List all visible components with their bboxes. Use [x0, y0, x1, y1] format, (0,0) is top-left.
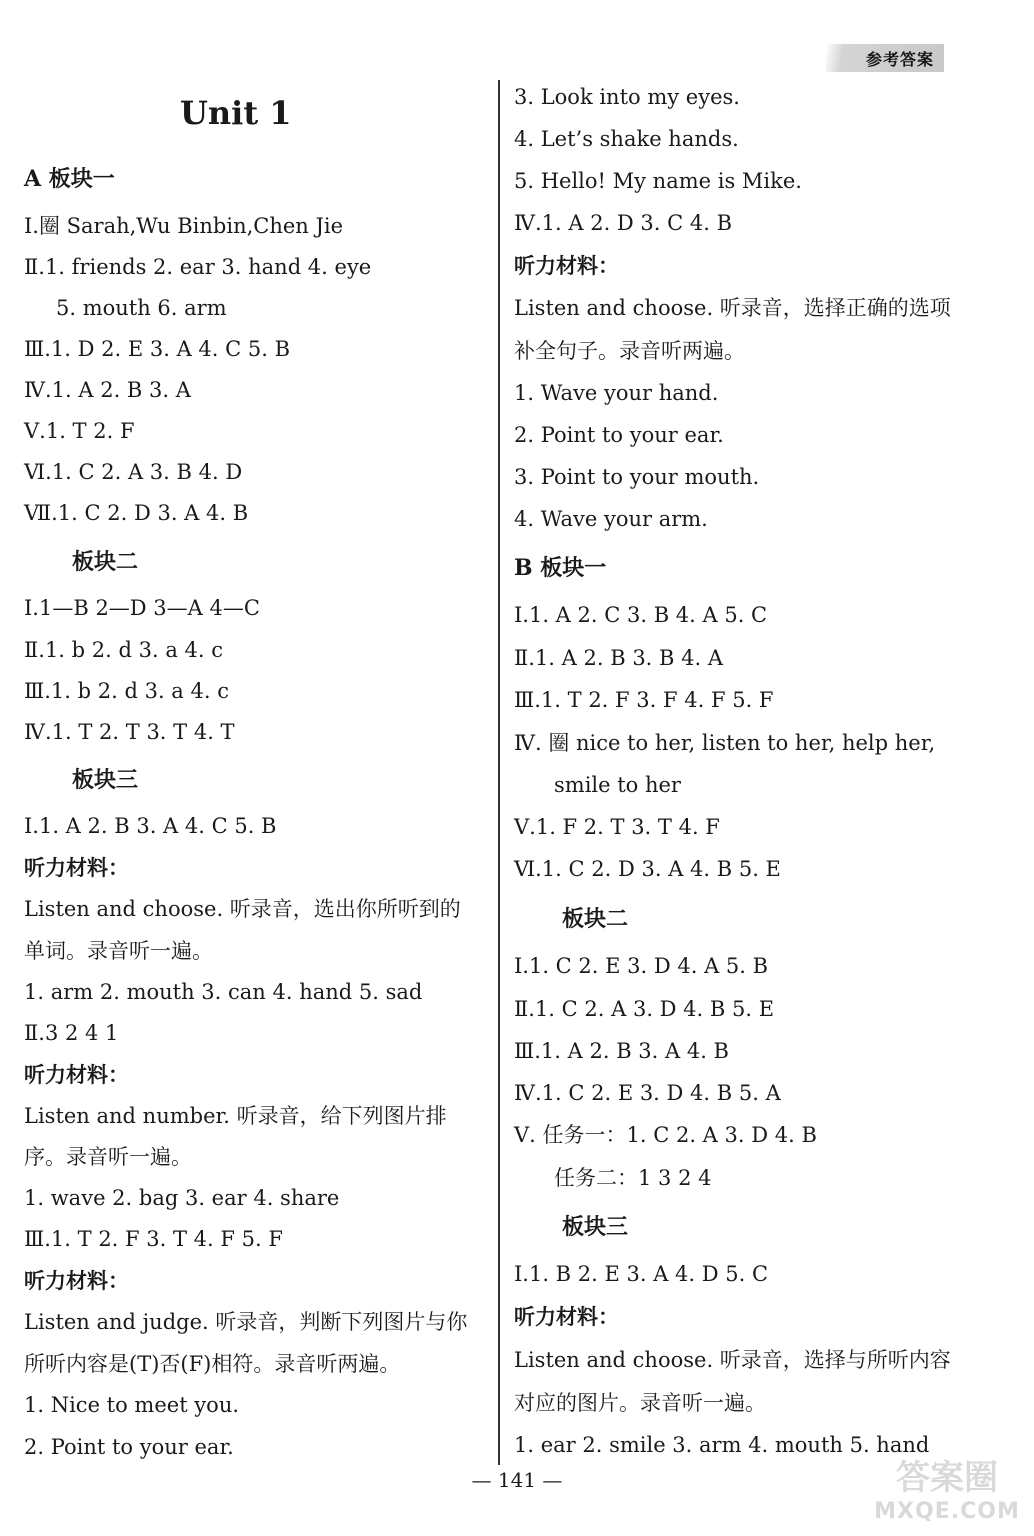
section-heading: 板块三 [562, 1214, 629, 1240]
answer-line: 1. Wave your hand. [514, 381, 719, 405]
listening-material-label: 听力材料： [514, 253, 619, 278]
answer-line: Ⅰ.1. A 2. C 3. B 4. A 5. C [514, 603, 768, 627]
answer-line: 所听内容是(T)否(F)相符。录音听两遍。 [24, 1352, 401, 1376]
answer-line: Ⅱ.1. friends 2. ear 3. hand 4. eye [24, 255, 372, 279]
answer-line: Ⅳ.1. T 2. T 3. T 4. T [24, 720, 235, 744]
answer-line: 5. mouth 6. arm [56, 296, 227, 320]
answer-line: Ⅰ.1. C 2. E 3. D 4. A 5. B [514, 954, 769, 978]
answer-line: Ⅱ.1. b 2. d 3. a 4. c [24, 638, 223, 662]
answer-line: Ⅵ.1. C 2. D 3. A 4. B 5. E [514, 857, 781, 881]
section-heading: 板块二 [72, 549, 139, 575]
answer-line: Listen and choose. 听录音，选择与所听内容 [514, 1348, 951, 1372]
answer-line: smile to her [554, 773, 681, 797]
answer-line: 2. Point to your ear. [514, 423, 724, 447]
answer-line: 3. Look into my eyes. [514, 85, 740, 109]
answer-line: 4. Wave your arm. [514, 507, 708, 531]
answer-line: 补全句子。录音听两遍。 [514, 339, 745, 363]
answer-line: Ⅴ.1. F 2. T 3. T 4. F [514, 815, 720, 839]
answer-line: Ⅲ.1. A 2. B 3. A 4. B [514, 1039, 729, 1063]
answer-line: Ⅰ.圈 Sarah,Wu Binbin,Chen Jie [24, 214, 344, 238]
answer-line: Ⅴ.1. T 2. F [24, 419, 135, 443]
answer-line: 3. Point to your mouth. [514, 465, 760, 489]
answer-line: 5. Hello! My name is Mike. [514, 169, 802, 193]
watermark-text: 答案圈 [896, 1458, 998, 1498]
answer-line: Ⅰ.1—B 2—D 3—A 4—C [24, 596, 260, 620]
column-divider [498, 80, 500, 1465]
answer-line: Listen and choose. 听录音，选择正确的选项 [514, 296, 951, 320]
answer-line: Ⅰ.1. B 2. E 3. A 4. D 5. C [514, 1262, 769, 1286]
listening-material-label: 听力材料： [24, 1062, 129, 1087]
answer-line: 任务二：1 3 2 4 [554, 1166, 712, 1190]
answer-line: Ⅳ.1. C 2. E 3. D 4. B 5. A [514, 1081, 781, 1105]
section-heading: 板块二 [562, 906, 629, 932]
answer-line: Ⅳ.1. A 2. D 3. C 4. B [514, 211, 733, 235]
answer-line: Ⅱ.3 2 4 1 [24, 1021, 119, 1045]
answer-line: 单词。录音听一遍。 [24, 939, 213, 963]
section-heading: A 板块一 [24, 166, 115, 192]
answer-line: Ⅳ.1. A 2. B 3. A [24, 378, 191, 402]
watermark-logo [872, 1450, 1022, 1530]
answer-line: Ⅳ. 圈 nice to her, listen to her, help her, [514, 731, 936, 755]
answer-line: Listen and number. 听录音，给下列图片排 [24, 1104, 447, 1128]
answer-line: 1. ear 2. smile 3. arm 4. mouth 5. hand [514, 1433, 930, 1457]
answer-line: Ⅱ.1. C 2. A 3. D 4. B 5. E [514, 997, 775, 1021]
listening-material-label: 听力材料： [514, 1304, 619, 1329]
answer-line: 对应的图片。录音听一遍。 [514, 1391, 766, 1415]
answer-line: Ⅲ.1. T 2. F 3. F 4. F 5. F [514, 688, 774, 712]
answer-line: Ⅱ.1. A 2. B 3. B 4. A [514, 646, 724, 670]
answer-line: Ⅴ. 任务一：1. C 2. A 3. D 4. B [514, 1123, 817, 1147]
answer-line: 2. Point to your ear. [24, 1435, 234, 1459]
section-heading: B 板块一 [514, 555, 607, 581]
answer-line: Ⅰ.1. A 2. B 3. A 4. C 5. B [24, 814, 277, 838]
answer-line: Listen and choose. 听录音，选出你所听到的 [24, 897, 461, 921]
answer-line: Ⅲ.1. b 2. d 3. a 4. c [24, 679, 229, 703]
answer-line: Ⅲ.1. D 2. E 3. A 4. C 5. B [24, 337, 291, 361]
page-title: Unit 1 [180, 94, 292, 132]
section-heading: 板块三 [72, 767, 139, 793]
answer-line: Ⅶ.1. C 2. D 3. A 4. B [24, 501, 249, 525]
answer-key-tag: 参考答案 [826, 44, 944, 72]
listening-material-label: 听力材料： [24, 855, 129, 880]
answer-line: 1. wave 2. bag 3. ear 4. share [24, 1186, 340, 1210]
answer-line: 4. Let’s shake hands. [514, 127, 739, 151]
answer-line: 1. Nice to meet you. [24, 1393, 240, 1417]
answer-line: 1. arm 2. mouth 3. can 4. hand 5. sad [24, 980, 423, 1004]
listening-material-label: 听力材料： [24, 1268, 129, 1293]
answer-line: 序。录音听一遍。 [24, 1145, 192, 1169]
page-number: — 141 — [471, 1468, 563, 1492]
answer-line: Listen and judge. 听录音，判断下列图片与你 [24, 1310, 468, 1334]
answer-line: Ⅲ.1. T 2. F 3. T 4. F 5. F [24, 1227, 283, 1251]
answer-line: Ⅵ.1. C 2. A 3. B 4. D [24, 460, 243, 484]
watermark-url: MXQE.COM [874, 1499, 1020, 1524]
